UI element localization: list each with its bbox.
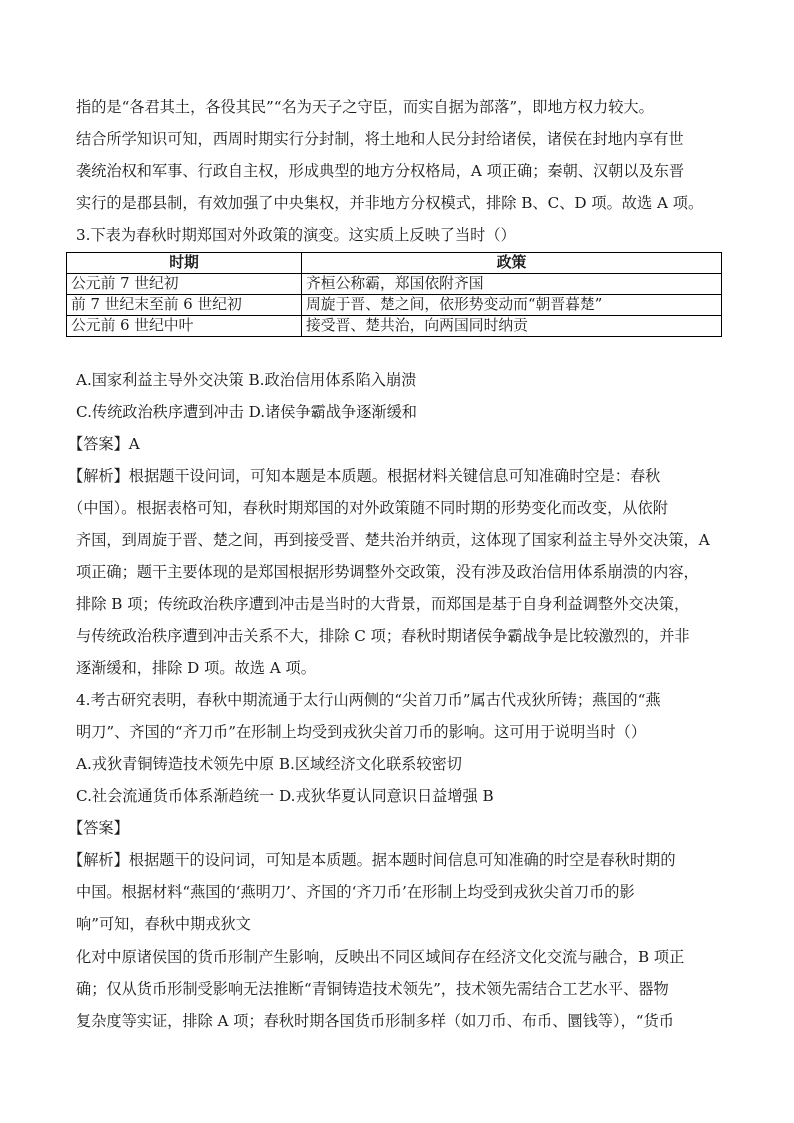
table-cell: 齐桓公称霸，郑国依附齐国 — [302, 274, 722, 295]
question-3-stem: 3.下表为春秋时期郑国对外政策的演变。这实质上反映了当时（） — [76, 226, 516, 244]
option-line: A.国家利益主导外交决策 B.政治信用体系陷入崩溃 — [76, 371, 417, 389]
text-line: 中国。根据材料“燕国的‘燕明刀’、齐国的‘齐刀币’在形制上均受到戎狄尖首刀币的影 — [76, 883, 635, 901]
policy-table — [66, 252, 722, 337]
table-row — [67, 316, 722, 337]
text-line: （中国）。根据表格可知，春秋时期郑国的对外政策随不同时期的形势变化而改变，从依附 — [68, 499, 668, 517]
option-line: A.戎狄青铜铸造技术领先中原 B.区域经济文化联系较密切 — [76, 755, 462, 773]
text-line: 指的是“各君其土，各役其民”“名为天子之守臣，而实自据为部落”，即地方权力较大。 — [76, 98, 654, 116]
analysis-line: 【解析】根据题干的设问词，可知是本质题。据本题时间信息可知准确的时空是春秋时期的 — [68, 851, 676, 869]
table-row — [67, 295, 722, 316]
option-line: C.社会流通货币体系渐趋统一 D.戎狄华夏认同意识日益增强 B — [76, 787, 494, 805]
answer-line: 【答案】A — [68, 435, 140, 453]
table-header-cell: 时期 — [67, 253, 302, 274]
text-line: 结合所学知识可知，西周时期实行分封制，将土地和人民分封给诸侯，诸侯在封地内享有世 — [76, 130, 684, 148]
table-header-cell: 政策 — [302, 253, 722, 274]
question-4-stem: 4.考古研究表明，春秋中期流通于太行山两侧的“尖首刀币”属古代戎狄所铸；燕国的“燕 — [76, 691, 661, 709]
option-line: C.传统政治秩序遭到冲击 D.诸侯争霸战争逐渐缓和 — [76, 403, 417, 421]
text-line: 袭统治权和军事、行政自主权，形成典型的地方分权格局，A 项正确；秦朝、汉朝以及东晋 — [76, 162, 685, 180]
table-cell: 周旋于晋、楚之间，依形势变动而“朝晋暮楚” — [302, 295, 722, 316]
table-cell: 接受晋、楚共治，向两国同时纳贡 — [302, 316, 722, 337]
text-line: 明刀”、齐国的“齐刀币”在形制上均受到戎狄尖首刀币的影响。这可用于说明当时（） — [76, 723, 647, 741]
text-line: 确；仅从货币形制受影响无法推断“青铜铸造技术领先”，技术领先需结合工艺水平、器物 — [76, 980, 669, 998]
text-line: 实行的是郡县制，有效加强了中央集权，并非地方分权模式，排除 B、C、D 项。故选 A 项。 — [76, 194, 704, 212]
text-line: 与传统政治秩序遭到冲击关系不大，排除 C 项；春秋时期诸侯争霸战争是比较激烈的，并非 — [76, 627, 690, 645]
table-cell: 公元前 6 世纪中叶 — [67, 316, 302, 337]
text-line: 排除 B 项；传统政治秩序遭到冲击是当时的大背景，而郑国是基于自身利益调整外交决策， — [76, 595, 690, 613]
text-line: 齐国，到周旋于晋、楚之间，再到接受晋、楚共治并纳贡，这体现了国家利益主导外交决策，A — [76, 531, 710, 549]
table-cell: 公元前 7 世纪初 — [67, 274, 302, 295]
table-header-row — [67, 253, 722, 274]
text-line: 项正确；题干主要体现的是郑国根据形势调整外交政策，没有涉及政治信用体系崩溃的内容， — [76, 563, 699, 581]
text-line: 逐渐缓和，排除 D 项。故选 A 项。 — [76, 659, 316, 677]
answer-line: 【答案】 — [68, 819, 129, 837]
text-line: 复杂度等实证，排除 A 项；春秋时期各国货币形制多样（如刀币、布币、圜钱等），“货币 — [76, 1012, 674, 1030]
analysis-line: 【解析】根据题干设问词，可知本题是本质题。根据材料关键信息可知准确时空是：春秋 — [68, 467, 661, 485]
text-line: 化对中原诸侯国的货币形制产生影响，反映出不同区域间存在经济文化交流与融合，B 项正 — [76, 948, 685, 966]
table-row — [67, 274, 722, 295]
table-cell: 前 7 世纪末至前 6 世纪初 — [67, 295, 302, 316]
text-line: 响”可知，春秋中期戎狄文 — [76, 915, 251, 933]
